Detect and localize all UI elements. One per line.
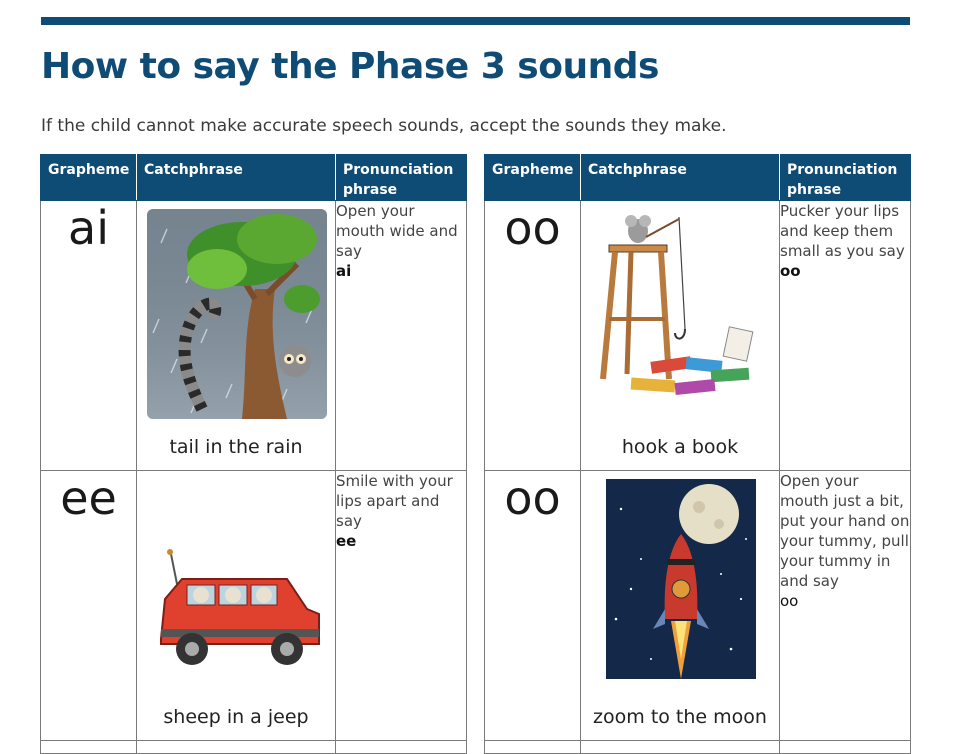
page-title: How to say the Phase 3 sounds [41, 46, 659, 87]
header-rule [41, 17, 910, 25]
catchphrase-caption: hook a book [621, 436, 739, 458]
catchphrase-caption: tail in the rain [169, 436, 303, 458]
pronunciation-cell [780, 471, 911, 741]
mouse-hook-books-illustration [591, 209, 771, 419]
table-row [485, 471, 911, 741]
pronunciation-cell [336, 471, 467, 741]
sounds-table-right [484, 154, 911, 754]
table-row [485, 201, 911, 471]
table-row [41, 471, 467, 741]
pronunciation-phrase: Smile with your lips apart and say [336, 472, 453, 530]
table-header-row [41, 155, 467, 201]
grapheme-cell: ai [41, 201, 137, 471]
sheep-jeep-illustration [147, 479, 327, 689]
catchphrase-cell [137, 201, 336, 471]
pronunciation-sound: ee [336, 532, 357, 550]
grapheme-cell: oo [485, 201, 581, 471]
intro-text: If the child cannot make accurate speech sounds, accept the sounds they make. [41, 116, 727, 136]
grapheme-cell: ee [41, 471, 137, 741]
pronunciation-sound: oo [780, 592, 799, 610]
header-grapheme: Grapheme [41, 155, 137, 201]
pronunciation-cell [780, 201, 911, 471]
pronunciation-sound: oo [780, 262, 801, 280]
header-catchphrase: Catchphrase [137, 155, 336, 201]
catchphrase-cell [581, 471, 780, 741]
pronunciation-sound: ai [336, 262, 352, 280]
grapheme-cell: oo [485, 471, 581, 741]
sounds-table-left [40, 154, 467, 754]
pronunciation-cell [336, 201, 467, 471]
header-grapheme: Grapheme [485, 155, 581, 201]
pronunciation-phrase: Open your mouth wide and say [336, 202, 458, 260]
pronunciation-phrase: Pucker your lips and keep them small as you say [780, 202, 905, 260]
pronunciation-phrase: Open your mouth just a bit, put your hand on your tummy, pull your tummy in and say [780, 472, 910, 590]
catchphrase-cell [581, 201, 780, 471]
header-catchphrase: Catchphrase [581, 155, 780, 201]
header-pronunciation: Pronunciation phrase [780, 155, 911, 201]
catchphrase-cell [137, 471, 336, 741]
lemur-tree-rain-illustration [147, 209, 327, 419]
header-pronunciation: Pronunciation phrase [336, 155, 467, 201]
rocket-moon-illustration [591, 479, 771, 689]
catchphrase-caption: zoom to the moon [593, 706, 767, 728]
table-row [41, 201, 467, 471]
catchphrase-caption: sheep in a jeep [163, 706, 309, 728]
table-header-row [485, 155, 911, 201]
